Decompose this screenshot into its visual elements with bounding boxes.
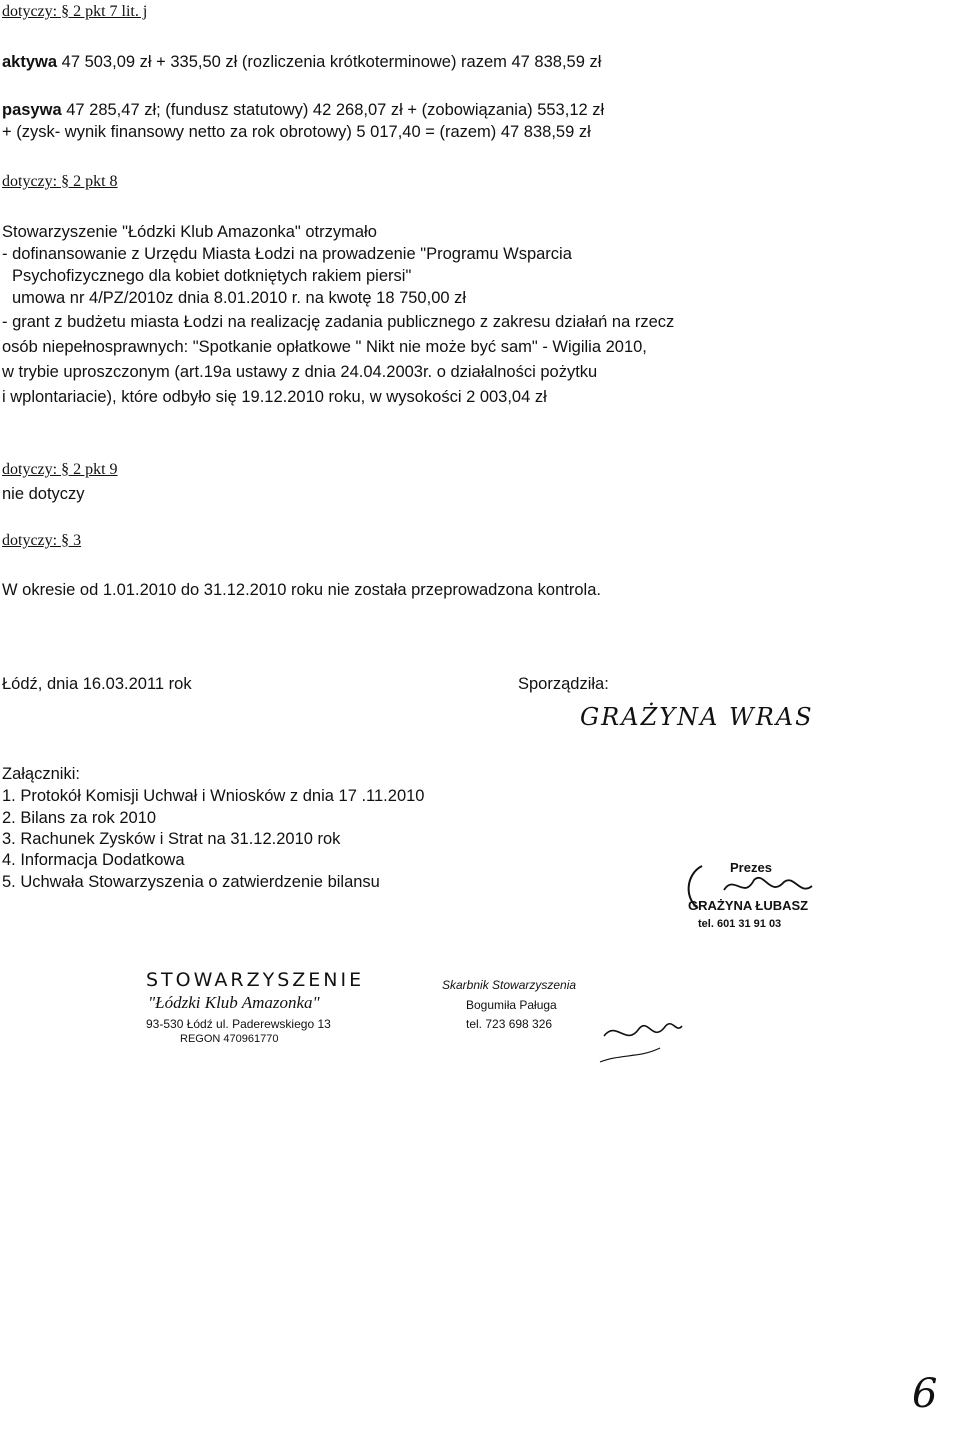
funding-line: osób niepełnosprawnych: "Spotkanie opłatkowe " Nikt nie może być sam" - Wigilia 2010,: [2, 338, 647, 356]
org-stamp-address: 93-530 Łódź ul. Paderewskiego 13: [146, 1017, 331, 1031]
treasurer-title: Skarbnik Stowarzyszenia: [442, 978, 577, 992]
liabilities-label: pasywa: [2, 101, 62, 119]
section-heading: dotyczy: § 2 pkt 9: [2, 461, 118, 478]
funding-line: - grant z budżetu miasta Łodzi na realizację zadania publicznego z zakresu działań na rzecz: [2, 313, 675, 331]
org-stamp-regon: REGON 470961770: [180, 1033, 279, 1045]
president-title: Prezes: [730, 860, 772, 875]
prepared-by-signature: GRAŻYNA WRAS: [580, 703, 814, 731]
liabilities-line-2: + (zysk- wynik finansowy netto za rok obrotowy) 5 017,40 = (razem) 47 838,59 zł: [2, 123, 591, 141]
page-number: 6: [912, 1371, 938, 1417]
treasurer-phone: tel. 723 698 326: [466, 1017, 553, 1031]
attachment-item: 2. Bilans za rok 2010: [2, 809, 157, 827]
liabilities-line-1: [2, 100, 604, 120]
attachment-item: 1. Protokół Komisji Uchwał i Wniosków z dnia 17 .11.2010: [2, 787, 425, 805]
attachments-title: Załączniki:: [2, 765, 80, 783]
assets-text: 47 503,09 zł + 335,50 zł (rozliczenia krótkoterminowe) razem 47 838,59 zł: [61, 53, 602, 71]
funding-line: - dofinansowanie z Urzędu Miasta Łodzi na prowadzenie "Programu Wsparcia: [2, 245, 572, 263]
section-body: nie dotyczy: [2, 485, 85, 503]
liabilities-text: 47 285,47 zł; (fundusz statutowy) 42 268,07 zł + (zobowiązania) 553,12 zł: [66, 101, 605, 119]
funding-line: w trybie uproszczonym (art.19a ustawy z dnia 24.04.2003r. o działalności pożytku: [2, 363, 598, 381]
president-stamp: [672, 852, 847, 942]
section-heading: dotyczy: § 2 pkt 7 lit. j: [2, 3, 148, 20]
president-name: GRAŻYNA ŁUBASZ: [688, 898, 809, 913]
section-heading: dotyczy: § 3: [2, 532, 82, 549]
funding-line: Psychofizycznego dla kobiet dotkniętych rakiem piersi": [12, 267, 412, 285]
org-stamp-title: STOWARZYSZENIE: [146, 969, 365, 991]
org-stamp-name: "Łódzki Klub Amazonka": [148, 993, 320, 1012]
attachment-item: 5. Uchwała Stowarzyszenia o zatwierdzenie bilansu: [2, 873, 380, 891]
place-date: Łódź, dnia 16.03.2011 rok: [2, 675, 192, 693]
assets-label: aktywa: [2, 53, 58, 71]
treasurer-signature-scribble: [590, 990, 690, 1070]
attachment-item: 3. Rachunek Zysków i Strat na 31.12.2010 rok: [2, 830, 341, 848]
funding-line: i wplontariacie), które odbyło się 19.12.2010 roku, w wysokości 2 003,04 zł: [2, 388, 547, 406]
section-heading: dotyczy: § 2 pkt 8: [2, 173, 118, 190]
audit-statement: W okresie od 1.01.2010 do 31.12.2010 roku nie została przeprowadzona kontrola.: [2, 581, 601, 599]
assets-line: [2, 52, 601, 72]
prepared-by-label: Sporządziła:: [518, 675, 609, 693]
treasurer-name: Bogumiła Paługa: [466, 998, 557, 1012]
funding-intro: Stowarzyszenie "Łódzki Klub Amazonka" otrzymało: [2, 223, 377, 241]
funding-line: umowa nr 4/PZ/2010z dnia 8.01.2010 r. na kwotę 18 750,00 zł: [12, 289, 467, 307]
attachment-item: 4. Informacja Dodatkowa: [2, 851, 185, 869]
president-phone: tel. 601 31 91 03: [698, 918, 782, 930]
